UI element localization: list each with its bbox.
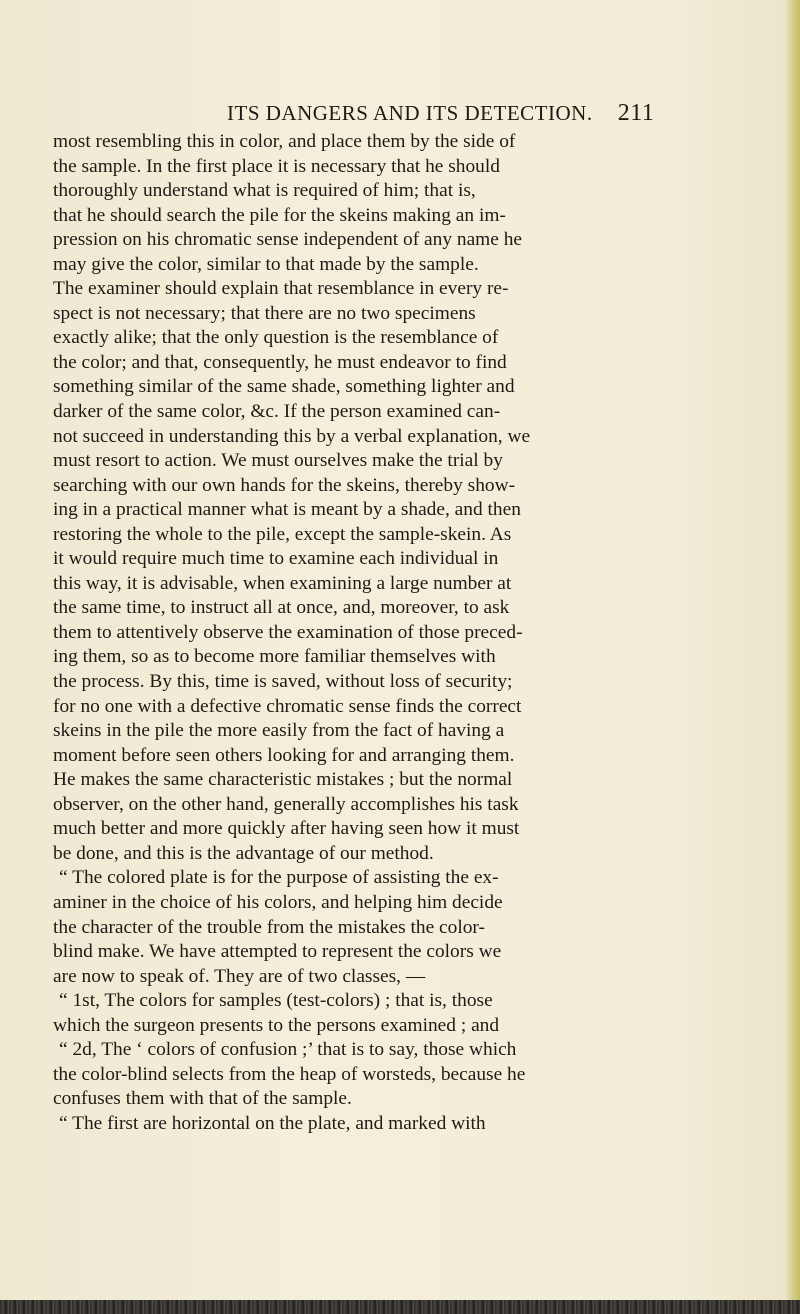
text-line: “ The colored plate is for the purpose of assisting the ex- xyxy=(59,867,499,889)
text-line: the color-blind selects from the heap of worsteds, because he xyxy=(53,1063,526,1085)
page-number: 211 xyxy=(617,100,655,126)
text-line: this way, it is advisable, when examining a large number at xyxy=(53,572,512,594)
text-line: “ 2d, The ‘ colors of confusion ;’ that is to say, those which xyxy=(59,1039,517,1061)
text-line: are now to speak of. They are of two classes, — xyxy=(53,965,426,987)
text-line: for no one with a defective chromatic sense finds the correct xyxy=(53,695,522,717)
text-line: most resembling this in color, and place them by the side of xyxy=(53,131,516,152)
text-line: that he should search the pile for the skeins making an im- xyxy=(53,204,506,226)
text-line: much better and more quickly after having seen how it must xyxy=(53,818,520,840)
text-line: confuses them with that of the sample. xyxy=(53,1088,352,1110)
text-line: He makes the same characteristic mistakes ; but the normal xyxy=(53,769,513,791)
text-line: The examiner should explain that resemblance in every re- xyxy=(53,278,509,300)
text-line: them to attentively observe the examination of those preced- xyxy=(53,621,523,643)
body-text xyxy=(53,130,658,1136)
text-line: ing them, so as to become more familiar themselves with xyxy=(53,646,496,668)
text-line: skeins in the pile the more easily from the fact of having a xyxy=(53,720,505,742)
text-line: which the surgeon presents to the persons examined ; and xyxy=(53,1014,500,1036)
text-line: “ The first are horizontal on the plate, and marked with xyxy=(59,1112,486,1134)
text-line: the process. By this, time is saved, without loss of security; xyxy=(53,671,513,693)
text-line: may give the color, similar to that made by the sample. xyxy=(53,253,479,275)
text-line: something similar of the same shade, something lighter and xyxy=(53,376,515,398)
text-line: pression on his chromatic sense independent of any name he xyxy=(53,229,523,251)
text-line: blind make. We have attempted to represent the colors we xyxy=(53,941,502,963)
text-line: not succeed in understanding this by a verbal explanation, we xyxy=(53,425,531,447)
text-line: restoring the whole to the pile, except the sample-skein. As xyxy=(53,523,512,545)
text-line: ing in a practical manner what is meant by a shade, and then xyxy=(53,499,521,521)
text-line: moment before seen others looking for and arranging them. xyxy=(53,744,515,766)
text-line: the color; and that, consequently, he must endeavor to find xyxy=(53,351,507,373)
text-line: it would require much time to examine each individual in xyxy=(53,548,499,570)
text-line: the sample. In the first place it is necessary that he should xyxy=(53,155,500,177)
running-head xyxy=(227,100,667,127)
text-line: darker of the same color, &c. If the person examined can- xyxy=(53,401,501,423)
running-title: ITS DANGERS AND ITS DETECTION. xyxy=(227,101,593,125)
text-line: be done, and this is the advantage of our method. xyxy=(53,842,434,864)
text-line: observer, on the other hand, generally accomplishes his task xyxy=(53,793,519,815)
text-line: exactly alike; that the only question is the resemblance of xyxy=(53,327,499,349)
text-line: the character of the trouble from the mistakes the color- xyxy=(53,916,485,938)
text-line: searching with our own hands for the skeins, thereby show- xyxy=(53,474,516,496)
text-line: “ 1st, The colors for samples (test-colors) ; that is, those xyxy=(59,990,493,1012)
text-line: thoroughly understand what is required of him; that is, xyxy=(53,180,476,202)
text-line: must resort to action. We must ourselves make the trial by xyxy=(53,450,503,472)
text-line: the same time, to instruct all at once, and, moreover, to ask xyxy=(53,597,510,619)
page-edge-bottom xyxy=(0,1300,800,1314)
page-edge-right xyxy=(786,0,800,1314)
text-line: spect is not necessary; that there are no two specimens xyxy=(53,302,476,324)
text-line: aminer in the choice of his colors, and helping him decide xyxy=(53,891,503,913)
